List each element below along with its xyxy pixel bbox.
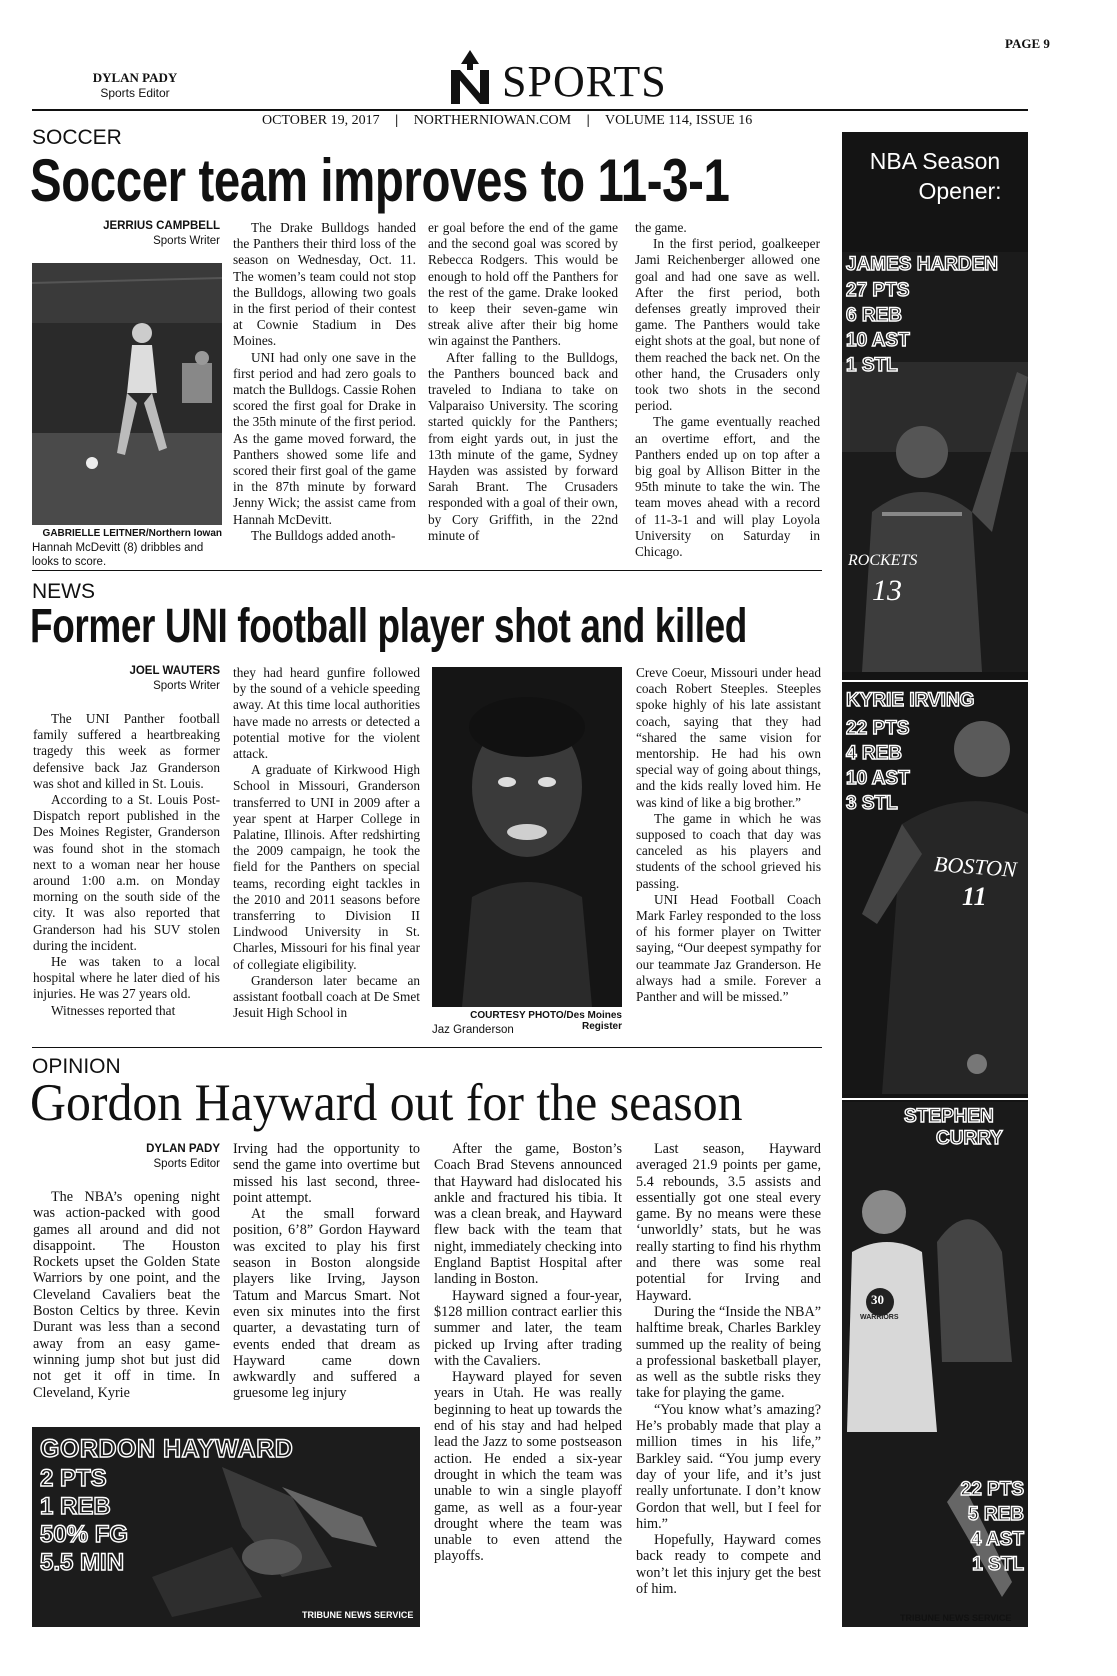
stat-line: 3 STL (846, 793, 898, 814)
byline-role: Sports Writer (153, 680, 220, 692)
separator: | (586, 113, 590, 128)
sidebar-title (842, 146, 1028, 206)
irving-jersey-number: 11 (962, 882, 987, 911)
paragraph: After the game, Boston’s Coach Brad Stevens announced that Hayward had dislocated his ankle and fractured his tibia. It was a clean break, and Hayward flew back with the team that night, immediately checking into England Baptist Hospital after landing in Boston. (434, 1141, 622, 1288)
stat-line: 5 REB (968, 1504, 1024, 1525)
opinion-column-1 (33, 1189, 220, 1401)
byline-role: Sports Editor (153, 1158, 220, 1170)
paragraph: Hopefully, Hayward comes back ready to compete and won’t let this injury get the best of him. (636, 1532, 821, 1598)
opinion-byline (90, 1142, 220, 1172)
paragraph: er goal before the end of the game and the second goal was scored by Rebecca Rodgers. This would be enough to hold off the Panthers for the rest of the game. Drake looked to keep their seven-game win streak alive after their big home win against the Panthers. (428, 220, 618, 349)
paragraph: Hayward played for seven years in Utah. He was really beginning to heat up towards the end of his stay and had helped lead the Jazz to some postseason action. He ended a six-year drought in which the team was unable to win a single playoff game, as well as a four-year drought where the team was unable to even attend the playoffs. (434, 1369, 622, 1565)
curry-jersey-text: WARRIORS (860, 1314, 899, 1321)
paragraph: “You know what’s amazing? He’s probably made that play a million times in his life,” Barkley said. “You jump every day of your life, and it’s just really unfortunate. I don’t know Gordon that well, but I feel for him.” (636, 1401, 821, 1532)
stat-line: 1 STL (846, 355, 898, 376)
section-divider (32, 1047, 822, 1048)
editor-name: DYLAN PADY (92, 70, 178, 85)
curry-name-line-2: CURRY (936, 1128, 1003, 1149)
opinion-section-label: OPINION (32, 1055, 121, 1078)
irving-name: KYRIE IRVING (846, 690, 975, 711)
harden-stats (846, 278, 910, 378)
stat-line: 1 STL (972, 1554, 1024, 1575)
paragraph: At the small forward position, 6’8” Gordon Hayward was excited to play his first season in Boston alongside players like Irving, Jayson Tatum and Marcus Smart. Not even six minutes into the first quarter, a devastating turn of events ended that dream as Hayward came down awkwardly and suffered a gruesome leg injury (233, 1206, 420, 1402)
hayward-stats (40, 1465, 128, 1577)
news-column-3 (636, 665, 821, 1005)
paragraph: Creve Coeur, Missouri under head coach Robert Steeples. Steeples spoke highly of his late assistant coach, saying that they had “shared the same vision for mentorship. He had his own special way of going about things, and the kids really loved him. He was kind of like a big brother.” (636, 665, 821, 810)
news-photo (432, 667, 622, 1007)
hayward-name: GORDON HAYWARD (40, 1435, 294, 1463)
dateline (262, 113, 752, 129)
separator: | (395, 113, 399, 128)
paragraph: He was taken to a local hospital where he later died of his injuries. He was 27 years old. (33, 954, 220, 1002)
nba-opener-sidebar (842, 132, 1028, 1627)
opinion-column-3 (434, 1141, 622, 1565)
stat-line: 10 AST (846, 330, 910, 351)
paragraph: the game. (635, 220, 687, 235)
soccer-column-2 (428, 220, 618, 544)
section-title: SPORTS (502, 57, 667, 106)
soccer-photo-credit: GABRIELLE LEITNER/Northern Iowan (42, 528, 222, 539)
site-link[interactable]: NORTHERNIOWAN.COM (413, 113, 572, 128)
stat-line: 27 PTS (846, 280, 910, 301)
paragraph: In the first period, goalkeeper Jami Reichenberger allowed one goal and had one save as well. After the first period, both defenses greatly improved their game. The Panthers would take eight shots at the goal, but none of them reached the back net. On the other hand, the Crusaders only took two shots in the second period. (635, 236, 820, 414)
soccer-player-photo (32, 263, 222, 525)
irving-stats (846, 716, 910, 816)
paragraph: The game in which he was supposed to coach that day was canceled as his players and students of the school grieved his passing. (636, 810, 821, 891)
harden-jersey-text: ROCKETS (848, 552, 918, 569)
sidebar-photo-credit: TRIBUNE NEWS SERVICE (900, 1613, 1012, 1623)
irving-panel (842, 684, 1028, 1094)
soccer-column-3 (635, 220, 820, 560)
paragraph: Last season, Hayward averaged 21.9 points per game, 5.4 rebounds, 3.5 assists and essentially got one steal every game. By no means were these ‘unworldly’ stats, but he was really starting to find his rhythm and there was some real potential for Irving and Hayward. (636, 1141, 821, 1304)
paragraph: During the “Inside the NBA” halftime break, Charles Barkley summed up the reality of being a professional basketball player, as well as the subtle risks they take for playing the game. (636, 1303, 821, 1402)
news-photo-credit: COURTESY PHOTO/Des Moines Register (470, 1010, 622, 1032)
stat-line: 5.5 MIN (40, 1549, 125, 1576)
paragraph: UNI had only one save in the first period and had zero goals to match the Bulldogs. Cassie Rohen scored the first goal for Drake in the 35th minute of the first period. As the game moved forward, the Panthers showed some life and scored their first goal of the game in the 87th minute by forward Jenny Wick; the assist came from Hannah McDevitt. (233, 349, 416, 527)
news-section-label: NEWS (32, 580, 95, 603)
soccer-byline (90, 219, 220, 249)
masthead-rule (32, 109, 1028, 111)
opinion-column-2 (233, 1141, 420, 1402)
panel-divider (842, 1098, 1028, 1100)
page-number: PAGE 9 (1005, 36, 1050, 51)
volume-issue: VOLUME 114, ISSUE 16 (604, 113, 753, 128)
paragraph: The game eventually reached an overtime effort, and the Panthers ended up on top after a big goal by Allison Bitter in the 95th minute to take the win. The team moves ahead with a record of 11-3-1 and will play Loyola University on Saturday in Chicago. (635, 414, 820, 560)
harden-panel (842, 252, 1028, 672)
stat-line: 22 PTS (846, 718, 910, 739)
editor-credit (80, 70, 190, 100)
curry-stats (900, 1477, 1024, 1577)
stat-line: 10 AST (846, 768, 910, 789)
portrait-photo (432, 667, 622, 1007)
stat-line: 1 REB (40, 1493, 111, 1520)
stat-line: 50% FG (40, 1521, 129, 1548)
logo-n-icon (450, 50, 490, 104)
paragraph: The Bulldogs added anoth- (251, 527, 396, 543)
paragraph: According to a St. Louis Post-Dispatch report published in the Des Moines Register, Granderson was found shot in the stomach next to a woman near her house around 1:00 a.m. on Monday morning on the south side of the city. It was also reported that Granderson had his SUV stolen during the incident. (33, 792, 220, 953)
curry-jersey-number: 30 (871, 1292, 884, 1307)
soccer-headline: Soccer team improves to 11-3-1 (30, 147, 730, 214)
soccer-caption: Hannah McDevitt (8) dribbles and looks to score. (32, 542, 204, 568)
hayward-stat-box (32, 1427, 420, 1627)
stat-line: 4 REB (846, 743, 902, 764)
curry-panel (842, 1102, 1028, 1627)
paragraph: After falling to the Bulldogs, the Panthers bounced back and traveled to Indiana to take on Valparaiso University. The scoring started quickly for the Panthers; from eight yards out, in just the 13th minute of the game, Sydney Hayden was assisted by forward Sarah Brant. The Crusaders responded with a goal of their own, by Cory Griffith, in the 22nd minute of (428, 349, 618, 543)
issue-date: OCTOBER 19, 2017 (262, 113, 380, 128)
news-caption: Jaz Granderson (432, 1024, 514, 1036)
paragraph: A graduate of Kirkwood High School in Missouri, Granderson transferred to UNI in 2009 after a year spent at Harper College in Palatine, Illinois. After redshirting the 2009 campaign, he took the field for the Panthers on special teams, recording eight tackles in the 2010 and 2011 seasons before transferring to Division II Lindwood University in St. Charles, Missouri for his final year of collegiate eligibility. (233, 762, 420, 972)
soccer-photo (32, 263, 222, 525)
sidebar-title-line-2: Opener: (918, 178, 1002, 204)
stat-line: 22 PTS (960, 1479, 1024, 1500)
northern-iowan-logo (450, 50, 490, 104)
paragraph: Witnesses reported that (51, 1002, 176, 1018)
harden-name: JAMES HARDEN (846, 254, 999, 275)
hayward-photo-credit: TRIBUNE NEWS SERVICE (302, 1610, 414, 1620)
paragraph: The Drake Bulldogs handed the Panthers their third loss of the season on Wednesday, Oct. 11. The women’s team could not stop the Bulldogs, allowing two goals in the first period of their contest at Cownie Stadium in Des Moines. (233, 220, 416, 349)
news-column-2 (233, 665, 420, 1021)
news-headline: Former UNI football player shot and killed (30, 600, 747, 653)
paragraph: The UNI Panther football family suffered a heartbreaking tragedy this week as former defensive back Jaz Granderson was shot and killed in St. Louis. (33, 711, 220, 791)
editor-role: Sports Editor (100, 86, 170, 100)
sidebar-title-line-1: NBA Season (869, 148, 1001, 174)
byline-name: DYLAN PADY (146, 1143, 220, 1155)
soccer-column-1 (233, 220, 416, 544)
paragraph: Hayward signed a four-year, $128 million contract earlier this summer and later, the team picked up Irving after trading with the Cavaliers. (434, 1287, 622, 1369)
stat-line: 2 PTS (40, 1465, 107, 1492)
byline-name: JERRIUS CAMPBELL (103, 220, 220, 232)
byline-name: JOEL WAUTERS (129, 665, 220, 677)
news-column-1 (33, 711, 220, 1019)
opinion-column-4 (636, 1141, 821, 1597)
paragraph: The NBA’s opening night was action-packed with good games all around and did not disappoint. The Houston Rockets upset the Golden State Warriors by one point, and the Cleveland Cavaliers beat the Boston Celtics by three. Kevin Durant was less than a second away from an easy game-winning jump shot but just did not get it off in time. In Cleveland, Kyrie (33, 1189, 220, 1401)
stat-line: 4 AST (970, 1529, 1024, 1550)
curry-name-line-1: STEPHEN (904, 1106, 994, 1127)
soccer-section-label: SOCCER (32, 126, 122, 149)
paragraph: UNI Head Football Coach Mark Farley responded to the loss of his former player on Twitter saying, “Our deepest sympathy for our teammate Jaz Granderson. He always had a smile. Forever a Panther and will be missed.” (636, 891, 822, 1005)
paragraph: Irving had the opportunity to send the game into overtime but missed his last second, three-point attempt. (233, 1141, 420, 1206)
irving-jersey-text: BOSTON (933, 851, 1018, 882)
paragraph: they had heard gunfire followed by the sound of a vehicle speeding away. At this time local authorities have made no arrests or detected a potential motive for the violent attack. (233, 665, 420, 762)
paragraph: Granderson later became an assistant football coach at De Smet Jesuit High School in (233, 972, 420, 1021)
panel-divider (842, 680, 1028, 682)
opinion-headline: Gordon Hayward out for the season (30, 1074, 743, 1132)
stat-line: 6 REB (846, 305, 902, 326)
harden-jersey-number: 13 (872, 574, 902, 607)
section-divider (32, 570, 822, 571)
byline-role: Sports Writer (153, 235, 220, 247)
news-byline (90, 664, 220, 694)
